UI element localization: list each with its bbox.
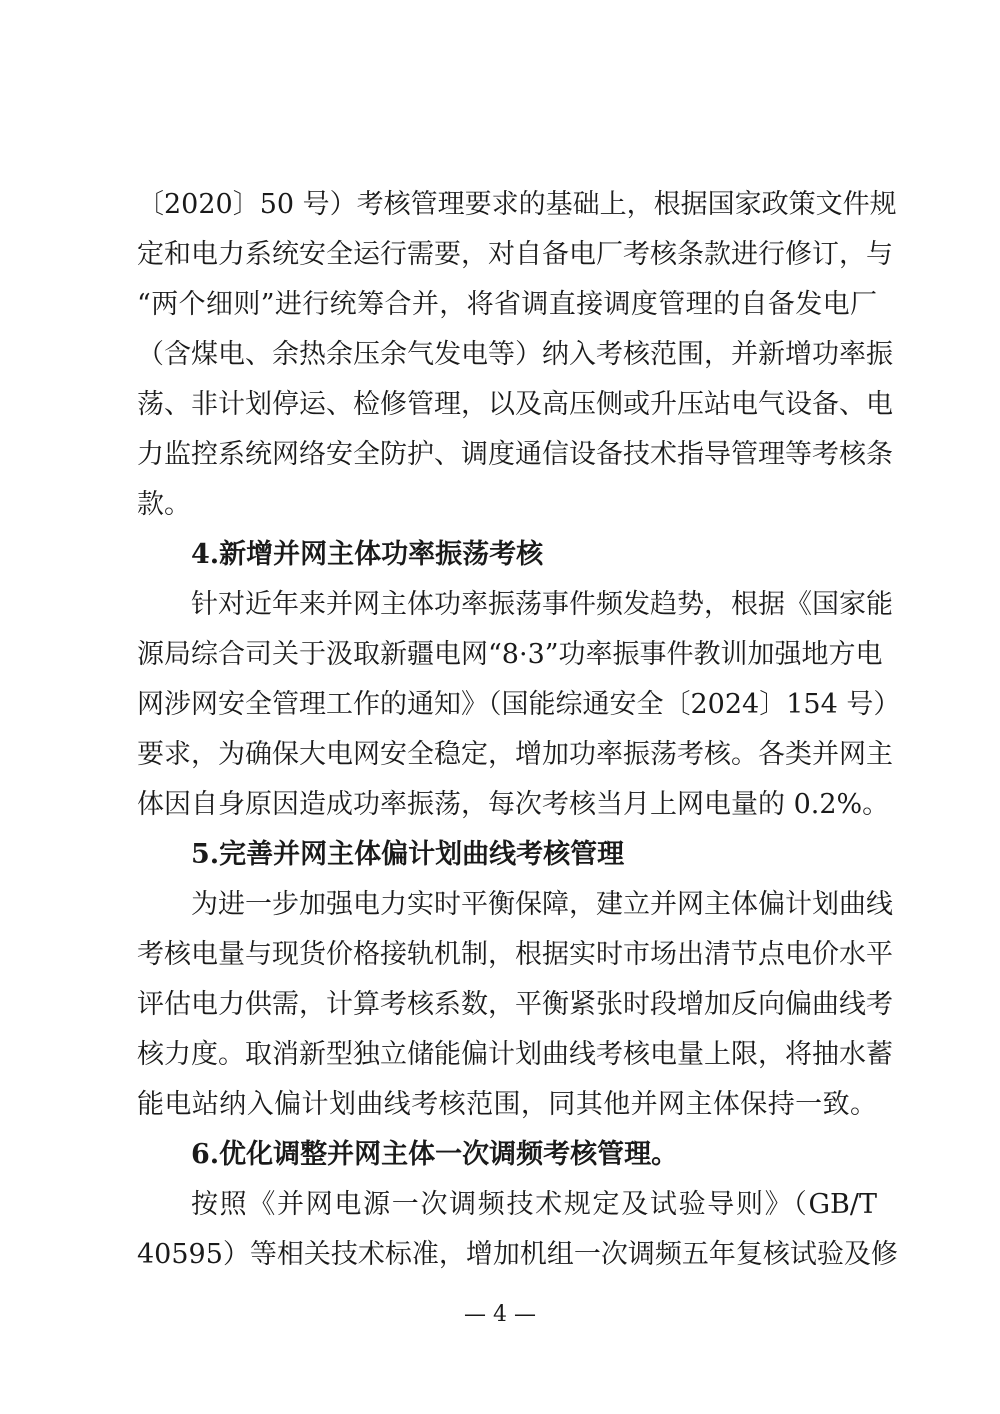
paragraph-plan-curve	[137, 880, 893, 1130]
text-line: 能电站纳入偏计划曲线考核范围，同其他并网主体保持一致。	[137, 1089, 877, 1120]
text-line: 定和电力系统安全运行需要，对自备电厂考核条款进行修订，与	[137, 239, 893, 270]
section-heading-5: 5.完善并网主体偏计划曲线考核管理	[191, 839, 625, 870]
text-line: 考核电量与现货价格接轨机制，根据实时市场出清节点电价水平	[137, 939, 893, 970]
paragraph-power-oscillation	[137, 580, 901, 830]
text-line: 要求，为确保大电网安全稳定，增加功率振荡考核。各类并网主	[137, 739, 893, 770]
text-line: 按照《并网电源一次调频技术规定及试验导则》（GB/T	[191, 1189, 877, 1220]
text-line: 网涉网安全管理工作的通知》（国能综通安全〔2024〕154 号）	[137, 689, 901, 720]
text-line: 针对近年来并网主体功率振荡事件频发趋势，根据《国家能	[191, 589, 893, 620]
text-line: 40595）等相关技术标准，增加机组一次调频五年复核试验及修	[137, 1239, 898, 1270]
document-body	[137, 180, 901, 1280]
page-number: — 4 —	[464, 1302, 536, 1327]
section-heading-4: 4.新增并网主体功率振荡考核	[191, 539, 544, 570]
paragraph-self-owned-plants	[137, 180, 897, 530]
section-heading-6: 6.优化调整并网主体一次调频考核管理。	[191, 1139, 679, 1170]
text-line: 评估电力供需，计算考核系数，平衡紧张时段增加反向偏曲线考	[137, 989, 893, 1020]
text-line: 〔2020〕50 号）考核管理要求的基础上，根据国家政策文件规	[137, 189, 897, 220]
text-line: 源局综合司关于汲取新疆电网“8·3”功率振事件教训加强地方电	[137, 639, 883, 670]
paragraph-frequency-regulation	[137, 1180, 898, 1280]
text-line: 款。	[137, 489, 191, 520]
text-line: “两个细则”进行统筹合并，将省调直接调度管理的自备发电厂	[137, 289, 877, 320]
text-line: 核力度。取消新型独立储能偏计划曲线考核电量上限，将抽水蓄	[137, 1039, 893, 1070]
text-line: 为进一步加强电力实时平衡保障，建立并网主体偏计划曲线	[191, 889, 893, 920]
text-line: 荡、非计划停运、检修管理，以及高压侧或升压站电气设备、电	[137, 389, 893, 420]
text-line: 力监控系统网络安全防护、调度通信设备技术指导管理等考核条	[137, 439, 893, 470]
text-line: （含煤电、余热余压余气发电等）纳入考核范围，并新增功率振	[137, 339, 893, 370]
text-line: 体因自身原因造成功率振荡，每次考核当月上网电量的 0.2%。	[137, 789, 890, 820]
